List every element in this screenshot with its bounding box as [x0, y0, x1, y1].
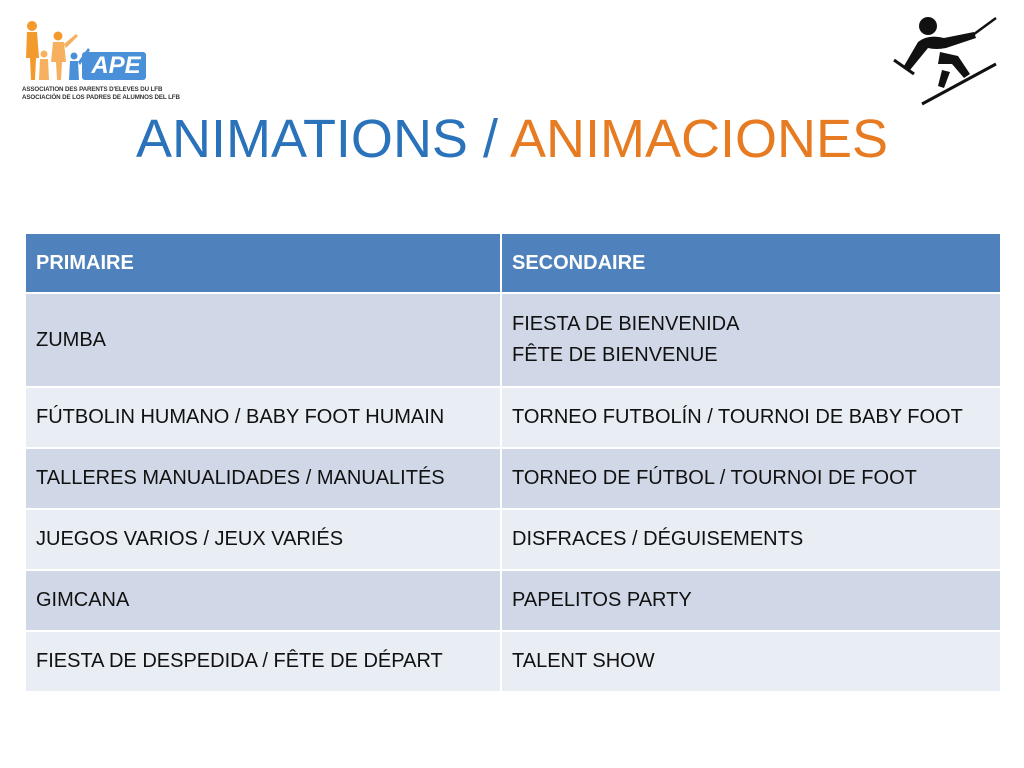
cell-text: TORNEO FUTBOLÍN / TOURNOI DE BABY FOOT [512, 406, 963, 428]
cell-primaire [25, 631, 501, 692]
ape-logo-text: APE [91, 52, 141, 79]
cell-secondaire [501, 448, 1001, 509]
cell-primaire [25, 293, 501, 387]
ape-association-names [22, 86, 180, 102]
ape-logo [18, 18, 180, 110]
cell-text: FIESTA DE BIENVENIDA [512, 313, 740, 335]
skier-icon [888, 12, 1000, 108]
table-row [25, 509, 1001, 570]
cell-text: DISFRACES / DÉGUISEMENTS [512, 528, 804, 550]
cell-text: TORNEO DE FÚTBOL / TOURNOI DE FOOT [512, 467, 917, 489]
cell-secondaire [501, 387, 1001, 448]
animations-table [24, 232, 1002, 693]
table-header-row [25, 233, 1001, 293]
cell-secondaire [501, 570, 1001, 631]
title-spanish: ANIMACIONES [509, 109, 889, 169]
cell-primaire [25, 570, 501, 631]
cell-text: TALENT SHOW [512, 650, 655, 672]
table-row [25, 387, 1001, 448]
ape-name-fr: ASSOCIATION DES PARENTS D'ELEVES DU LFB [22, 86, 163, 93]
cell-primaire [25, 509, 501, 570]
cell-secondaire [501, 509, 1001, 570]
table-row [25, 570, 1001, 631]
column-header-secondaire: SECONDAIRE [501, 233, 1001, 293]
table-row [25, 631, 1001, 692]
cell-text: ZUMBA [36, 328, 106, 351]
page-title [0, 108, 1024, 170]
cell-text: TALLERES MANUALIDADES / MANUALITÉS [36, 467, 445, 489]
table-row [25, 448, 1001, 509]
cell-text: FIESTA DE DESPEDIDA / FÊTE DE DÉPART [36, 650, 443, 672]
cell-primaire [25, 387, 501, 448]
cell-text: FÚTBOLIN HUMANO / BABY FOOT HUMAIN [36, 406, 445, 428]
table-row [25, 293, 1001, 387]
cell-text: GIMCANA [36, 589, 130, 611]
cell-primaire [25, 448, 501, 509]
cell-text: JUEGOS VARIOS / JEUX VARIÉS [36, 528, 344, 550]
cell-secondaire [501, 293, 1001, 387]
ape-name-es: ASOCIACIÓN DE LOS PADRES DE ALUMNOS DEL LFB [22, 94, 180, 101]
cell-text: FÊTE DE BIENVENUE [512, 344, 718, 366]
cell-text: PAPELITOS PARTY [512, 589, 692, 611]
title-french: ANIMATIONS [135, 109, 468, 169]
cell-secondaire [501, 631, 1001, 692]
column-header-primaire: PRIMAIRE [25, 233, 501, 293]
title-separator: / [467, 109, 510, 169]
